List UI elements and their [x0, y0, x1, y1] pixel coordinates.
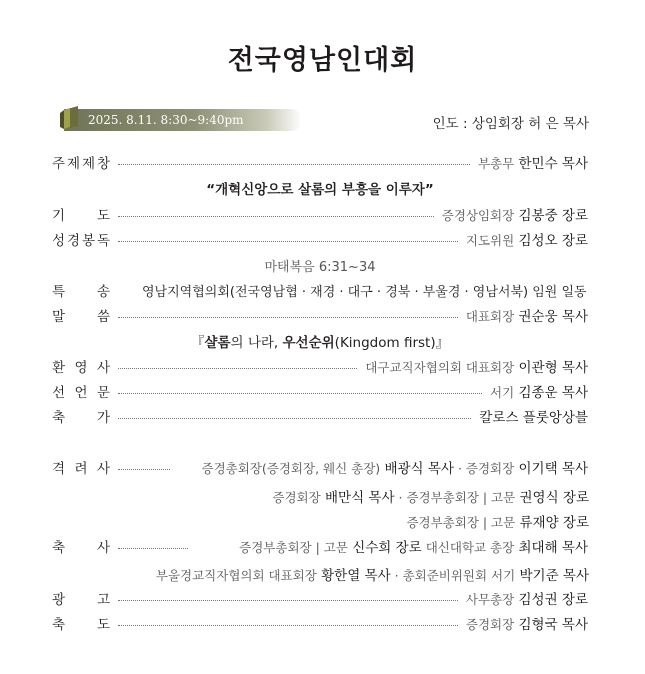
banner-datetime: 2025. 8.11. 8:30~9:40pm — [88, 113, 244, 127]
program-row-theme — [52, 153, 588, 171]
row-label: 기 도 — [52, 208, 110, 224]
program-row-declaration — [52, 382, 588, 400]
row-label: 축 도 — [52, 617, 110, 633]
row-label: 축 가 — [52, 410, 110, 426]
encouragement-line-2: 증경회장 배만식 목사 · 증경부총회장 | 고문 권영식 장로 — [272, 490, 589, 506]
scripture-reference: 마태복음 6:31~34 — [264, 260, 376, 275]
row-label: 축 사 — [52, 540, 110, 556]
program-row-special-song — [52, 281, 588, 299]
row-value: 사무총장 김성권 장로 — [465, 592, 588, 608]
dot-leader — [118, 241, 458, 242]
row-label: 격 려 사 — [52, 461, 110, 477]
program-row-celebration-song — [52, 407, 588, 425]
row-label: 주 제 제 창 — [52, 156, 110, 172]
row-label: 선 언 문 — [52, 385, 110, 401]
program-row-welcome — [52, 357, 588, 375]
row-value: 지도위원 김성오 장로 — [465, 233, 588, 249]
dot-leader — [118, 600, 458, 601]
book-icon — [60, 104, 82, 129]
dot-leader — [118, 625, 458, 626]
program-row-scripture — [52, 230, 588, 248]
dot-leader — [118, 164, 470, 165]
dot-leader — [118, 548, 188, 549]
row-label: 특 송 — [52, 284, 110, 300]
program-row-congrats — [52, 537, 588, 555]
theme-quote: “개혁신앙으로 살롬의 부흥을 이루자” — [206, 182, 434, 198]
dot-leader — [118, 469, 170, 470]
row-label: 환 영 사 — [52, 360, 110, 376]
row-label: 광 고 — [52, 592, 110, 608]
row-value: 증경총회장(증경회장, 웨신 총장) 배광식 목사 · 증경회장 이기택 목사 — [201, 461, 588, 477]
row-value: 대구교직자협의회 대표회장 이관형 목사 — [365, 360, 588, 376]
row-value: 부총무 한민수 목사 — [477, 156, 588, 172]
row-label: 말 씀 — [52, 309, 110, 325]
row-value: 대표회장 권순웅 목사 — [465, 309, 588, 325]
row-label: 성 경 봉 독 — [52, 233, 110, 249]
program-row-announcement — [52, 589, 588, 607]
sermon-title: 『샬롬의 나라, 우선순위(Kingdom first)』 — [190, 335, 450, 351]
dot-leader — [118, 317, 458, 318]
dot-leader — [118, 216, 434, 217]
row-value: 증경회장 김형국 목사 — [465, 617, 588, 633]
program-row-sermon — [52, 306, 588, 324]
program-row-encouragement — [52, 458, 588, 476]
date-banner — [52, 104, 302, 131]
row-value: 칼로스 플룻앙상블 — [479, 410, 588, 426]
row-value: 증경상임회장 김봉중 장로 — [441, 208, 588, 224]
dot-leader — [118, 418, 471, 419]
row-value: 증경부총회장 | 고문 신수희 장로 대신대학교 총장 최대해 목사 — [239, 540, 588, 556]
dot-leader — [118, 393, 482, 394]
dot-leader — [118, 368, 357, 369]
page-title: 전국영남인대회 — [227, 45, 418, 76]
leader-text: 인도 : 상임회장 허 은 목사 — [432, 116, 589, 132]
row-value: 서기 김종운 목사 — [490, 385, 588, 401]
program-row-prayer — [52, 205, 588, 223]
congrats-line-2: 부울경교직자협의회 대표회장 황한열 목사 · 총회준비위원회 서기 박기준 목사 — [155, 568, 589, 584]
program-row-benediction — [52, 614, 588, 632]
row-value: 영남지역협의회(전국영남협 · 재경 · 대구 · 경북 · 부울경 · 영남서북) 임원 일동 — [142, 284, 587, 300]
encouragement-line-3: 증경부총회장 | 고문 류재양 장로 — [406, 515, 589, 531]
